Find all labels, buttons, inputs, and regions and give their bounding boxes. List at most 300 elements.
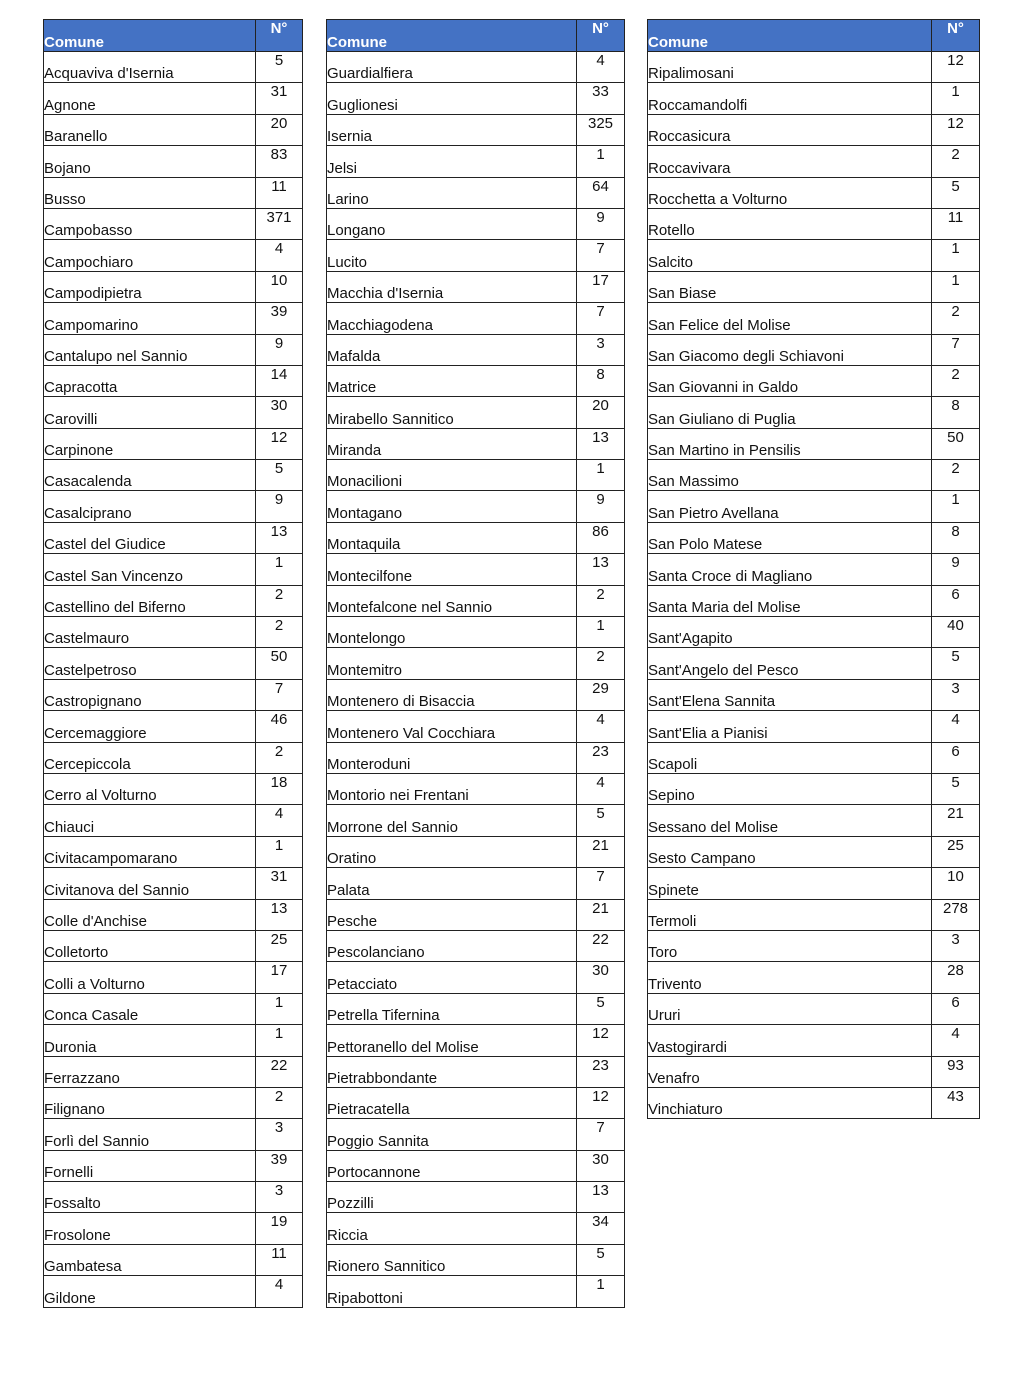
table-row	[648, 1087, 980, 1118]
count-cell: 4	[932, 1025, 980, 1056]
table-row	[327, 240, 625, 271]
count-cell: 278	[932, 899, 980, 930]
table-row	[648, 930, 980, 961]
comune-name-cell: Montenero Val Cocchiara	[327, 711, 577, 742]
comune-name-cell: Sessano del Molise	[648, 805, 932, 836]
count-cell: 50	[932, 428, 980, 459]
comune-name-cell: Roccasicura	[648, 114, 932, 145]
table-row	[327, 491, 625, 522]
count-cell: 11	[256, 1244, 303, 1275]
comune-name-cell: San Massimo	[648, 460, 932, 491]
count-cell: 3	[256, 1119, 303, 1150]
count-cell: 19	[256, 1213, 303, 1244]
header-count: N°	[256, 20, 303, 52]
count-cell: 1	[256, 554, 303, 585]
count-cell: 10	[932, 868, 980, 899]
count-cell: 46	[256, 711, 303, 742]
count-cell: 11	[932, 208, 980, 239]
count-cell: 40	[932, 617, 980, 648]
table-row	[648, 240, 980, 271]
table-row	[44, 83, 303, 114]
count-cell: 9	[577, 491, 625, 522]
table-row	[44, 428, 303, 459]
table-row	[44, 773, 303, 804]
comune-name-cell: Castel del Giudice	[44, 522, 256, 553]
table-row	[648, 491, 980, 522]
comune-name-cell: Montemitro	[327, 648, 577, 679]
count-cell: 4	[577, 711, 625, 742]
comune-name-cell: Cercepiccola	[44, 742, 256, 773]
table-row	[327, 271, 625, 302]
table-row	[327, 742, 625, 773]
table-row	[327, 114, 625, 145]
count-cell: 30	[256, 397, 303, 428]
comune-name-cell: Montenero di Bisaccia	[327, 679, 577, 710]
table-row	[327, 428, 625, 459]
table-row	[44, 742, 303, 773]
count-cell: 8	[577, 365, 625, 396]
table-header	[327, 20, 625, 52]
comune-name-cell: Santa Maria del Molise	[648, 585, 932, 616]
count-cell: 83	[256, 146, 303, 177]
count-cell: 21	[932, 805, 980, 836]
comune-name-cell: Spinete	[648, 868, 932, 899]
comune-name-cell: Rotello	[648, 208, 932, 239]
count-cell: 21	[577, 899, 625, 930]
table-row	[648, 805, 980, 836]
table-row	[44, 711, 303, 742]
comune-name-cell: Monacilioni	[327, 460, 577, 491]
table-row	[648, 617, 980, 648]
comune-name-cell: Sant'Angelo del Pesco	[648, 648, 932, 679]
count-cell: 2	[577, 585, 625, 616]
table-row	[44, 805, 303, 836]
count-cell: 5	[577, 1244, 625, 1275]
table-row	[44, 491, 303, 522]
table-row	[44, 1087, 303, 1118]
table-row	[44, 1213, 303, 1244]
table-row	[327, 52, 625, 83]
table-row	[648, 993, 980, 1024]
comune-name-cell: Petrella Tifernina	[327, 993, 577, 1024]
table-row	[327, 617, 625, 648]
count-cell: 22	[256, 1056, 303, 1087]
table-row	[44, 397, 303, 428]
table-row	[44, 679, 303, 710]
count-cell: 3	[577, 334, 625, 365]
count-cell: 11	[256, 177, 303, 208]
comune-name-cell: Trivento	[648, 962, 932, 993]
comune-name-cell: Sant'Elia a Pianisi	[648, 711, 932, 742]
comune-name-cell: Termoli	[648, 899, 932, 930]
count-cell: 14	[256, 365, 303, 396]
count-cell: 7	[256, 679, 303, 710]
count-cell: 29	[577, 679, 625, 710]
table-row	[648, 899, 980, 930]
count-cell: 12	[577, 1087, 625, 1118]
comune-name-cell: Sepino	[648, 773, 932, 804]
table-row	[327, 1244, 625, 1275]
comune-name-cell: Duronia	[44, 1025, 256, 1056]
table-row	[44, 1150, 303, 1181]
count-cell: 7	[577, 240, 625, 271]
count-cell: 1	[256, 1025, 303, 1056]
comune-name-cell: Montaquila	[327, 522, 577, 553]
count-cell: 2	[577, 648, 625, 679]
table-row	[648, 208, 980, 239]
count-cell: 23	[577, 742, 625, 773]
comune-name-cell: Capracotta	[44, 365, 256, 396]
table-row	[327, 208, 625, 239]
count-cell: 25	[932, 836, 980, 867]
comune-name-cell: Montelongo	[327, 617, 577, 648]
comune-name-cell: Cerro al Volturno	[44, 773, 256, 804]
comune-name-cell: Castelpetroso	[44, 648, 256, 679]
comune-name-cell: Petacciato	[327, 962, 577, 993]
count-cell: 12	[577, 1025, 625, 1056]
comune-name-cell: Bojano	[44, 146, 256, 177]
count-cell: 64	[577, 177, 625, 208]
count-cell: 23	[577, 1056, 625, 1087]
table-row	[648, 460, 980, 491]
comune-name-cell: Pescolanciano	[327, 930, 577, 961]
comune-name-cell: Poggio Sannita	[327, 1119, 577, 1150]
table-row	[44, 208, 303, 239]
table-row	[327, 1056, 625, 1087]
count-cell: 34	[577, 1213, 625, 1244]
count-cell: 31	[256, 868, 303, 899]
table-row	[648, 365, 980, 396]
comune-name-cell: Roccavivara	[648, 146, 932, 177]
table-row	[648, 711, 980, 742]
comune-name-cell: Gildone	[44, 1276, 256, 1307]
table-row	[648, 868, 980, 899]
comune-name-cell: Pietracatella	[327, 1087, 577, 1118]
comune-name-cell: Guardialfiera	[327, 52, 577, 83]
count-cell: 18	[256, 773, 303, 804]
count-cell: 6	[932, 742, 980, 773]
table-row	[327, 397, 625, 428]
comune-name-cell: Guglionesi	[327, 83, 577, 114]
table-row	[44, 460, 303, 491]
comune-name-cell: Cantalupo nel Sannio	[44, 334, 256, 365]
comune-name-cell: Sesto Campano	[648, 836, 932, 867]
table-row	[327, 365, 625, 396]
comune-name-cell: Castropignano	[44, 679, 256, 710]
count-cell: 39	[256, 303, 303, 334]
table-row	[44, 365, 303, 396]
comune-name-cell: Sant'Elena Sannita	[648, 679, 932, 710]
count-cell: 25	[256, 930, 303, 961]
comune-name-cell: Santa Croce di Magliano	[648, 554, 932, 585]
count-cell: 13	[256, 522, 303, 553]
comune-name-cell: Ripabottoni	[327, 1276, 577, 1307]
table-row	[327, 522, 625, 553]
comune-name-cell: Colletorto	[44, 930, 256, 961]
comune-name-cell: Rionero Sannitico	[327, 1244, 577, 1275]
table-row	[327, 930, 625, 961]
table-row	[648, 962, 980, 993]
table-row	[44, 522, 303, 553]
table-row	[44, 146, 303, 177]
count-cell: 4	[577, 52, 625, 83]
table-row	[44, 554, 303, 585]
comune-name-cell: Ripalimosani	[648, 52, 932, 83]
table-row	[648, 303, 980, 334]
comune-name-cell: Campomarino	[44, 303, 256, 334]
count-cell: 4	[577, 773, 625, 804]
count-cell: 325	[577, 114, 625, 145]
table-row	[327, 585, 625, 616]
comune-name-cell: Conca Casale	[44, 993, 256, 1024]
table-row	[648, 522, 980, 553]
count-cell: 5	[577, 993, 625, 1024]
count-cell: 1	[577, 1276, 625, 1307]
count-cell: 4	[932, 711, 980, 742]
table-row	[327, 679, 625, 710]
count-cell: 8	[932, 397, 980, 428]
comune-name-cell: Sant'Agapito	[648, 617, 932, 648]
table-row	[327, 303, 625, 334]
table-row	[327, 962, 625, 993]
table-header	[648, 20, 980, 52]
table-row	[327, 899, 625, 930]
table-row	[648, 83, 980, 114]
comune-name-cell: Castel San Vincenzo	[44, 554, 256, 585]
count-cell: 4	[256, 805, 303, 836]
comune-name-cell: Macchia d'Isernia	[327, 271, 577, 302]
table-row	[44, 271, 303, 302]
header-count: N°	[577, 20, 625, 52]
comune-name-cell: Morrone del Sannio	[327, 805, 577, 836]
comune-name-cell: San Giacomo degli Schiavoni	[648, 334, 932, 365]
comune-name-cell: Vastogirardi	[648, 1025, 932, 1056]
table-row	[44, 240, 303, 271]
count-cell: 30	[577, 1150, 625, 1181]
count-cell: 2	[256, 742, 303, 773]
count-cell: 3	[932, 679, 980, 710]
table-row	[44, 52, 303, 83]
table-row	[44, 114, 303, 145]
comune-name-cell: Monteroduni	[327, 742, 577, 773]
count-cell: 12	[932, 114, 980, 145]
comune-name-cell: Portocannone	[327, 1150, 577, 1181]
count-cell: 8	[932, 522, 980, 553]
table-row	[44, 303, 303, 334]
comune-name-cell: Castellino del Biferno	[44, 585, 256, 616]
count-cell: 2	[932, 365, 980, 396]
count-cell: 1	[256, 993, 303, 1024]
comune-name-cell: Casalciprano	[44, 491, 256, 522]
header-comune: Comune	[44, 20, 256, 52]
comuni-table-3	[647, 19, 980, 1119]
comune-name-cell: Ururi	[648, 993, 932, 1024]
count-cell: 30	[577, 962, 625, 993]
count-cell: 13	[577, 554, 625, 585]
count-cell: 17	[577, 271, 625, 302]
comune-name-cell: Oratino	[327, 836, 577, 867]
comune-name-cell: Rocchetta a Volturno	[648, 177, 932, 208]
comune-name-cell: Montefalcone nel Sannio	[327, 585, 577, 616]
comune-name-cell: Mirabello Sannitico	[327, 397, 577, 428]
table-row	[327, 146, 625, 177]
table-row	[327, 648, 625, 679]
table-row	[327, 805, 625, 836]
comune-name-cell: Chiauci	[44, 805, 256, 836]
comune-name-cell: Venafro	[648, 1056, 932, 1087]
table-row	[648, 177, 980, 208]
count-cell: 1	[932, 83, 980, 114]
table-row	[44, 1025, 303, 1056]
count-cell: 33	[577, 83, 625, 114]
table-row	[327, 1182, 625, 1213]
comuni-table-2	[326, 19, 625, 1308]
table-row	[327, 334, 625, 365]
comune-name-cell: Baranello	[44, 114, 256, 145]
count-cell: 5	[577, 805, 625, 836]
table-row	[327, 993, 625, 1024]
table-row	[44, 1276, 303, 1307]
header-comune: Comune	[648, 20, 932, 52]
comune-name-cell: Frosolone	[44, 1213, 256, 1244]
count-cell: 13	[577, 1182, 625, 1213]
comune-name-cell: San Giuliano di Puglia	[648, 397, 932, 428]
count-cell: 28	[932, 962, 980, 993]
comune-name-cell: Casacalenda	[44, 460, 256, 491]
count-cell: 21	[577, 836, 625, 867]
count-cell: 1	[932, 240, 980, 271]
table-header	[44, 20, 303, 52]
count-cell: 20	[577, 397, 625, 428]
comune-name-cell: Pozzilli	[327, 1182, 577, 1213]
table-row	[327, 83, 625, 114]
table-row	[44, 1244, 303, 1275]
comune-name-cell: San Pietro Avellana	[648, 491, 932, 522]
comune-name-cell: Lucito	[327, 240, 577, 271]
table-row	[44, 585, 303, 616]
count-cell: 9	[577, 208, 625, 239]
comune-name-cell: Fornelli	[44, 1150, 256, 1181]
comune-name-cell: Scapoli	[648, 742, 932, 773]
count-cell: 93	[932, 1056, 980, 1087]
table-row	[44, 334, 303, 365]
count-cell: 3	[932, 930, 980, 961]
count-cell: 2	[256, 617, 303, 648]
count-cell: 1	[932, 491, 980, 522]
count-cell: 5	[932, 773, 980, 804]
comune-name-cell: Riccia	[327, 1213, 577, 1244]
table-row	[327, 554, 625, 585]
table-row	[327, 1087, 625, 1118]
count-cell: 6	[932, 993, 980, 1024]
comune-name-cell: Agnone	[44, 83, 256, 114]
table-row	[648, 648, 980, 679]
count-cell: 1	[932, 271, 980, 302]
count-cell: 6	[932, 585, 980, 616]
table-row	[327, 1119, 625, 1150]
count-cell: 22	[577, 930, 625, 961]
count-cell: 5	[256, 460, 303, 491]
count-cell: 3	[256, 1182, 303, 1213]
comune-name-cell: Montorio nei Frentani	[327, 773, 577, 804]
count-cell: 31	[256, 83, 303, 114]
table-row	[327, 1150, 625, 1181]
comune-name-cell: Longano	[327, 208, 577, 239]
table-row	[648, 679, 980, 710]
table-row	[44, 962, 303, 993]
count-cell: 2	[932, 303, 980, 334]
table-row	[327, 460, 625, 491]
table-row	[44, 1119, 303, 1150]
table-row	[44, 648, 303, 679]
table-row	[648, 836, 980, 867]
header-comune: Comune	[327, 20, 577, 52]
count-cell: 1	[256, 836, 303, 867]
comune-name-cell: Campobasso	[44, 208, 256, 239]
comune-name-cell: Pietrabbondante	[327, 1056, 577, 1087]
table-row	[44, 836, 303, 867]
count-cell: 1	[577, 146, 625, 177]
table-row	[327, 773, 625, 804]
comune-name-cell: Pesche	[327, 899, 577, 930]
count-cell: 86	[577, 522, 625, 553]
table-row	[44, 1182, 303, 1213]
count-cell: 7	[577, 1119, 625, 1150]
comune-name-cell: Fossalto	[44, 1182, 256, 1213]
count-cell: 5	[932, 648, 980, 679]
count-cell: 9	[932, 554, 980, 585]
count-cell: 1	[577, 617, 625, 648]
count-cell: 2	[256, 585, 303, 616]
comune-name-cell: Colle d'Anchise	[44, 899, 256, 930]
comune-name-cell: Matrice	[327, 365, 577, 396]
count-cell: 13	[256, 899, 303, 930]
comune-name-cell: Palata	[327, 868, 577, 899]
count-cell: 371	[256, 208, 303, 239]
comune-name-cell: Campochiaro	[44, 240, 256, 271]
comune-name-cell: Macchiagodena	[327, 303, 577, 334]
count-cell: 43	[932, 1087, 980, 1118]
comune-name-cell: Carovilli	[44, 397, 256, 428]
table-row	[648, 554, 980, 585]
comune-name-cell: Ferrazzano	[44, 1056, 256, 1087]
comune-name-cell: Gambatesa	[44, 1244, 256, 1275]
table-row	[44, 177, 303, 208]
table-row	[44, 1056, 303, 1087]
comune-name-cell: Colli a Volturno	[44, 962, 256, 993]
count-cell: 2	[932, 146, 980, 177]
comune-name-cell: Montagano	[327, 491, 577, 522]
count-cell: 50	[256, 648, 303, 679]
table-row	[327, 1213, 625, 1244]
count-cell: 12	[932, 52, 980, 83]
comune-name-cell: Cercemaggiore	[44, 711, 256, 742]
count-cell: 4	[256, 240, 303, 271]
table-row	[648, 742, 980, 773]
count-cell: 9	[256, 334, 303, 365]
count-cell: 2	[932, 460, 980, 491]
table-row	[327, 177, 625, 208]
count-cell: 12	[256, 428, 303, 459]
count-cell: 7	[577, 303, 625, 334]
table-row	[648, 397, 980, 428]
table-row	[44, 617, 303, 648]
table-row	[327, 836, 625, 867]
comune-name-cell: Filignano	[44, 1087, 256, 1118]
comune-name-cell: Larino	[327, 177, 577, 208]
table-row	[327, 1025, 625, 1056]
table-row	[648, 334, 980, 365]
